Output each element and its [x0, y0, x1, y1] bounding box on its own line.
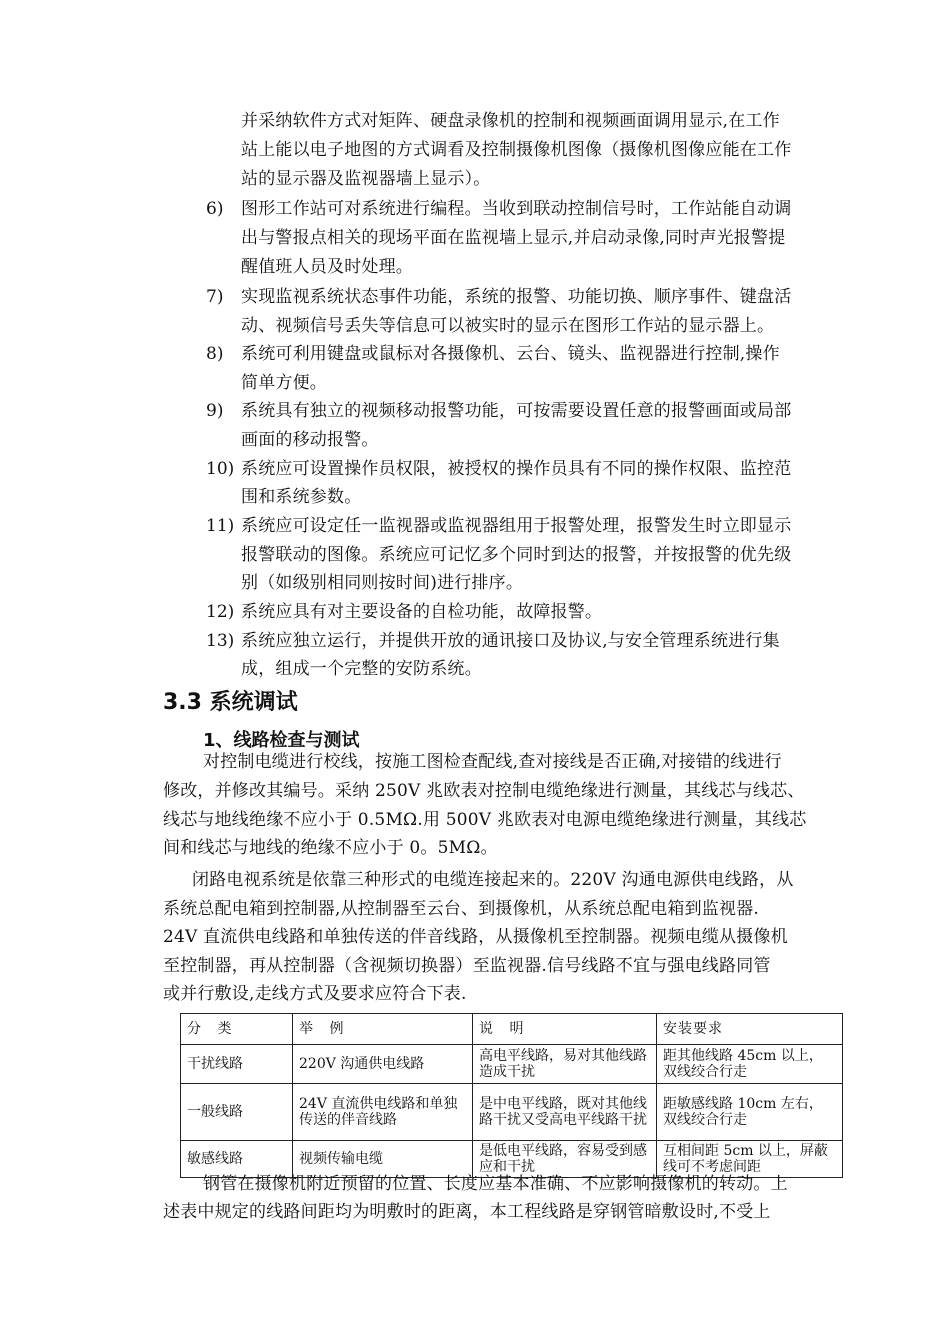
table-header-cell: 分 类 [181, 1014, 293, 1045]
table-cell: 敏感线路 [181, 1141, 293, 1178]
subsection-heading: 1、线路检查与测试 [203, 730, 360, 751]
table-header-row [181, 1014, 843, 1045]
list-item-line: 报警联动的图像。系统应可记忆多个同时到达的报警，并按报警的优先级 [241, 545, 792, 565]
list-item-number: 6) [206, 199, 224, 219]
paragraph-line: 或并行敷设,走线方式及要求应符合下表. [163, 984, 467, 1004]
paragraph-line: 对控制电缆进行校线，按施工图检查配线,查对接线是否正确,对接错的线进行 [203, 752, 782, 772]
list-item-line: 动、视频信号丢失等信息可以被实时的显示在图形工作站的显示器上。 [241, 316, 775, 336]
list-item-line: 系统应独立运行，并提供开放的通讯接口及协议,与安全管理系统进行集 [241, 631, 780, 651]
list-item-number: 13) [206, 631, 235, 651]
paragraph-line: 闭路电视系统是依靠三种形式的电缆连接起来的。220V 沟通电源供电线路，从 [192, 870, 794, 890]
table-cell: 24V 直流供电线路和单独传送的伴音线路 [293, 1084, 473, 1141]
table-header-cell: 安装要求 [657, 1014, 843, 1045]
list-item-number: 10) [206, 459, 235, 479]
table-row [181, 1045, 843, 1084]
list-item-number: 9) [206, 401, 224, 421]
list-item-line: 系统可利用键盘或鼠标对各摄像机、云台、镜头、监视器进行控制,操作 [241, 344, 780, 364]
list-item-line: 简单方便。 [241, 373, 327, 393]
table-row [181, 1084, 843, 1141]
list-item-number: 8) [206, 344, 224, 364]
paragraph-line: 24V 直流供电线路和单独传送的伴音线路，从摄像机至控制器。视频电缆从摄像机 [163, 927, 788, 947]
paragraph-line: 修改，并修改其编号。采纳 250V 兆欧表对控制电缆绝缘进行测量，其线芯与线芯、 [163, 781, 805, 801]
list-item-number: 7) [206, 287, 224, 307]
list-item-line: 系统应具有对主要设备的自检功能，故障报警。 [241, 602, 603, 622]
list-item-number: 12) [206, 602, 235, 622]
list-item-line: 别（如级别相同则按时间)进行排序。 [241, 573, 524, 593]
table-cell: 互相间距 5cm 以上，屏蔽线可不考虑间距 [657, 1141, 843, 1178]
paragraph-line: 系统总配电箱到控制器,从控制器至云台、到摄像机，从系统总配电箱到监视器. [163, 899, 760, 919]
table-cell: 视频传输电缆 [293, 1141, 473, 1178]
table-cell: 是中电平线路，既对其他线路干扰又受高电平线路干扰 [473, 1084, 657, 1141]
table-cell: 220V 沟通供电线路 [293, 1045, 473, 1084]
paragraph-line: 线芯与地线绝缘不应小于 0.5MΩ.用 500V 兆欧表对电源电缆绝缘进行测量，其线芯 [163, 810, 807, 830]
table-cell: 干扰线路 [181, 1045, 293, 1084]
list-item-line: 醒值班人员及时处理。 [241, 257, 413, 277]
list-item-line: 画面的移动报警。 [241, 430, 379, 450]
table-cell: 是低电平线路，容易受到感应和干扰 [473, 1141, 657, 1178]
paragraph-line: 钢管在摄像机附近预留的位置、长度应基本准确、不应影响摄像机的转动。上 [203, 1174, 788, 1194]
list-item-line: 实现监视系统状态事件功能，系统的报警、功能切换、顺序事件、键盘活 [241, 287, 792, 307]
table-cell: 距其他线路 45cm 以上，双线绞合行走 [657, 1045, 843, 1084]
intro-line: 站的显示器及监视器墙上显示）。 [241, 169, 491, 189]
list-item-line: 系统应可设置操作员权限，被授权的操作员具有不同的操作权限、监控范 [241, 459, 792, 479]
paragraph-line: 至控制器，再从控制器（含视频切换器）至监视器.信号线路不宜与强电线路同管 [163, 956, 771, 976]
paragraph-line: 述表中规定的线路间距均为明敷时的距离，本工程线路是穿钢管暗敷设时,不受上 [163, 1202, 771, 1222]
paragraph-line: 间和线芯与地线的绝缘不应小于 0。5MΩ。 [163, 838, 498, 858]
table-cell: 一般线路 [181, 1084, 293, 1141]
list-item-line: 围和系统参数。 [241, 487, 362, 507]
table-cell: 距敏感线路 10cm 左右，双线绞合行走 [657, 1084, 843, 1141]
section-heading: 3.3 系统调试 [163, 690, 298, 715]
list-item-number: 11) [206, 516, 235, 536]
list-item-line: 图形工作站可对系统进行编程。当收到联动控制信号时，工作站能自动调 [241, 199, 792, 219]
list-item-line: 系统具有独立的视频移动报警功能，可按需要设置任意的报警画面或局部 [241, 401, 792, 421]
list-item-line: 出与警报点相关的现场平面在监视墙上显示,并启动录像,同时声光报警提 [241, 228, 786, 248]
table-row [181, 1141, 843, 1178]
table-header-cell: 说 明 [473, 1014, 657, 1045]
wiring-requirements-table [180, 1013, 843, 1178]
list-item-line: 成，组成一个完整的安防系统。 [241, 659, 482, 679]
list-item-line: 系统应可设定任一监视器或监视器组用于报警处理，报警发生时立即显示 [241, 516, 792, 536]
intro-line: 站上能以电子地图的方式调看及控制摄像机图像（摄像机图像应能在工作 [241, 140, 792, 160]
table-header-cell: 举 例 [293, 1014, 473, 1045]
table-cell: 高电平线路，易对其他线路造成干扰 [473, 1045, 657, 1084]
intro-line: 并采纳软件方式对矩阵、硬盘录像机的控制和视频画面调用显示,在工作 [241, 111, 780, 131]
